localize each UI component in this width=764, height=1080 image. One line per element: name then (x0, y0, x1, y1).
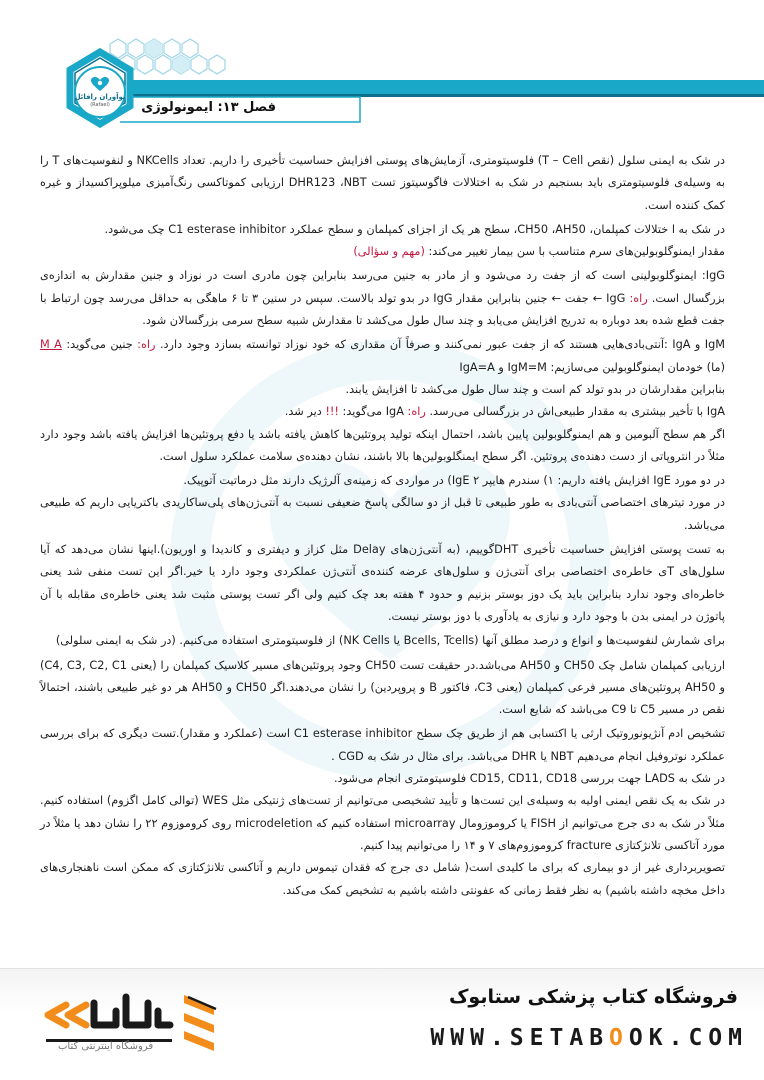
iga-says: IgA می‌گوید: (342, 405, 404, 419)
paragraph-albumin: اگر هم سطح آلبومین و هم ایمنوگلوبولین پایین باشد، احتمال اینکه تولید پروتئین‌ها کاهش یافته باشد یا دفع پروتئین‌ها افزایش یافته باشد وجود دارد مثلاً در انتروپاتی از دست دهنده‌ی پروتئین. اگر سطح ایمنگلوبولین‌ها بالا باشند، نشان دهنده‌ی سلامت عملکرد سلول است. (40, 427, 725, 463)
iga-delay-text: IgA با تأخیر بیشتری به مقدار طبیعی‌اش در بزرگسالی می‌رسد. (429, 405, 725, 419)
mnemonic-ma: M A (40, 338, 62, 352)
paragraph-iga-delay (40, 401, 725, 423)
brand-wordmark (48, 1005, 86, 1025)
publisher-logo[interactable] (60, 52, 140, 132)
heart-icon (90, 76, 110, 92)
paragraph-ig-intro (40, 241, 725, 263)
we-make-ig: (ما) خودمان ایمنوگلوبولین می‌سازیم: (550, 360, 725, 374)
paragraph-genetic-tests: در شک به یک نقص ایمنی اولیه به وسیله‌ی این تست‌ها و تأیید تشخیصی می‌توانیم از تست‌های ژنتیکی مثل WES (توالی کامل اگزوم) استفاده کنیم. مثلاً در شک به دی جرج می‌توانیم از FISH یا کروموزومال microarray استفاده کنیم که microdeletion روی کروموزوم ۲۲ را نشان دهد یا مثلاً در مورد آتاکسی تلانژکتازی fracture کروموزوم‌های ۷ و ۱۴ را می‌توانیم پیدا کنیم. (40, 794, 725, 852)
store-url[interactable] (430, 1025, 748, 1051)
chevron-icon (184, 995, 214, 1051)
mnemonic-iii: !!! (325, 405, 339, 419)
logo-name: نوآوران رافائل (74, 93, 126, 101)
page-content (40, 150, 725, 902)
url-o: O (609, 1025, 629, 1051)
page-header (0, 0, 764, 135)
igm-iga-text: IgM و IgA :آنتی‌بادی‌هایی هستند که از جفت عبور نمی‌کنند و صرفاً آن مقداری که خود نوزاد توانسته بسازد وجود دارد. (159, 338, 726, 352)
path-label-2: راه: (137, 338, 156, 352)
paragraph-angioedema: تشخیص ادم آنژیونوروتیک ارثی یا اکتسابی هم از طریق چک سطح C1 esterase inhibitor است (عملکرد و مقدار).تست دیگری که برای بررسی عملکرد نوتروفیل انجام می‌دهیم NBT یا DHR می‌باشد. برای مثال در شک به CGD . (40, 727, 725, 763)
paragraph-cellular-immunity: در شک به ایمنی سلول (نقص T – Cell) فلوسیتومتری، آزمایش‌های پوستی افزایش حساسیت تأخیری را داریم. تعداد NKCells و لنفوسیت‌های T را به وسیله‌ی فلوسیتومتری باید بسنجیم در شک به اختلالات فاگوسیتوز تست DHR123 ،NBT ارزیابی کموتاکسی رنگ‌آمیزی میلوپراکسیداز و غیره کمک کننده است. (40, 154, 726, 212)
store-footer (0, 968, 764, 1080)
igg-path-text: IgG ← جفت ← جنین بنابراین مقدار IgG در بدو تولد بالاست. سپس در سنین ۳ تا ۶ ماهگی به حداقل می‌رسد چون ارتباط با جفت قطع شده بعد دوباره به تدریج افزایش می‌یابد و چند سال طول می‌کشد تا مقدارش شبیه سطح سرمی بزرگسالان شود. (40, 291, 725, 328)
paragraph-ige: در دو مورد IgE افزایش یافته داریم: ۱) سندرم هایپر IgE ۲) در مواردی که زمینه‌ی آلرژیک دارند مثل درماتیت آتوپیک. (183, 474, 725, 488)
iga-equals-a: IgA=A (459, 360, 495, 374)
paragraph-ch50-ah50: ارزیابی کمپلمان شامل چک CH50 و AH50 می‌باشد.در حقیقت تست CH50 وجود پروتئین‌های مسیر کلاسیک کمپلمان را (یعنی C4, C3, C2, C1) و AH50 پروتئین‌های مسیر فرعی کمپلمان (یعنی C3، فاکتور B و پروپردین) را نشان می‌دهند.اگر CH50 و AH50 هر دو غیر طبیعی باشند، احتمالاً نقص در مسیر C5 تا C9 می‌باشد که شایع است. (40, 658, 725, 717)
paragraph-igm-iga: IgM و IgA :آنتی‌بادی‌هایی هستند که از جفت عبور نمی‌کنند و صرفاً آن مقداری که خود نوزاد توانسته بسازد وجود دارد. راه: جنین می‌گوید: M A (ما) خودمان ایمنوگلوبولین می‌سازیم: IgM=M و IgA=A (40, 338, 726, 374)
paragraph-lad: در شک به LADS جهت بررسی CD15, CD11, CD18 فلوسیتومتری انجام می‌شود. (333, 772, 725, 786)
paragraph-complement: در شک به ا ختلالات کمپلمان، CH50 ،AH50، سطح هر یک از اجزای کمپلمان و سطح عملکرد C1 esterase inhibitor چک می‌شود. (104, 222, 725, 236)
ig-intro-text: مقدار ایمنوگلوبولین‌های سرم متناسب با سن بیمار تغییر می‌کند: (428, 245, 725, 259)
paragraph-lymphocyte-count: برای شمارش لنفوسیت‌ها و انواع و درصد مطلق آنها (Bcells, Tcells یا NK Cells) از فلوسیتومتری استفاده می‌کنیم. (در شک به ایمنی سلولی) (55, 634, 725, 648)
path-label-3: راه: (407, 405, 426, 419)
paragraph-imaging: تصویربرداری غیر از دو بیماری که برای ما کلیدی است( شامل دی جرج که فقدان تیموس داریم و آتاکسی تلانژکتازی که ممکن است ناهنجاری‌های داخل مخچه داشته باشیم) به نظر فقط زمانی که عفونتی داشته باشیم به تشخیص کمک می‌کند. (40, 861, 725, 897)
igg-definition: IgG: ایمنوگلوبولینی است که از جفت رد می‌شود و از مادر به جنین می‌رسد بنابراین چون مادری است در نوزاد و جنین مقدارش به اندازه‌ی بزرگسال است. (40, 269, 725, 305)
paragraph-dht: به تست پوستی افزایش حساسیت تأخیری DHTگوییم، (به آنتی‌ژن‌های Delay مثل کزاز و دیفتری و کاندیدا و اوریون).اینها نشان می‌دهد که آیا سلول‌های Tی خاطره‌ی اختصاصی برای آنتی‌ژن و سلول‌های عرضه کننده‌ی آنتی‌ژن عملکردی وجود دارد یا خیر.اگر این تست منفی شد یعنی خاطره‌ای وجود ندارد بنابراین باید یک دوز بوستر بزنیم و حدود ۴ هفته بعد چک کنیم ولی اگر تست پوستی مثبت شد یعنی خاطره‌ی مقابله با آن پاتوژن در ایمنی بدن با وجود دارد و نیازی به یادآوری با دوز بوستر نیست. (40, 543, 726, 623)
store-title: فروشگاه کتاب پزشکی ستابوک (448, 986, 738, 1008)
paragraph-low-at-birth: بنابراین مقدارشان در بدو تولد کم است و چند سال طول می‌کشد تا افزایش یابند. (345, 382, 725, 396)
url-suffix: OK.COM (628, 1025, 748, 1051)
fetus-says: جنین می‌گوید: (66, 338, 133, 352)
logo-subtitle: (Rafael) (90, 102, 110, 108)
important-note: (مهم و سؤالی) (353, 245, 425, 259)
chapter-title: فصل ۱۳: ایمونولوژی (141, 100, 276, 115)
header-band (120, 80, 764, 94)
paragraph-titers: در مورد تیترهای اختصاصی آنتی‌بادی به طور طبیعی تا قبل از دو سالگی پاسخ ضعیفی نسبت به آنتی‌ژن‌های پلی‌ساکاریدی باکتریایی داریم که طبیعی می‌باشد. (40, 496, 725, 532)
path-label: راه: (629, 291, 648, 305)
logo-circle (74, 66, 126, 118)
setabook-logo[interactable] (36, 983, 246, 1073)
igm-equals-m: IgM=M (507, 360, 547, 374)
too-late: دیر شد. (284, 405, 322, 419)
url-prefix: WWW.SETAB (430, 1025, 610, 1051)
paragraph-igg (40, 265, 725, 332)
brand-subtitle: فروشگاه اینترنتی کتاب (58, 1041, 154, 1052)
